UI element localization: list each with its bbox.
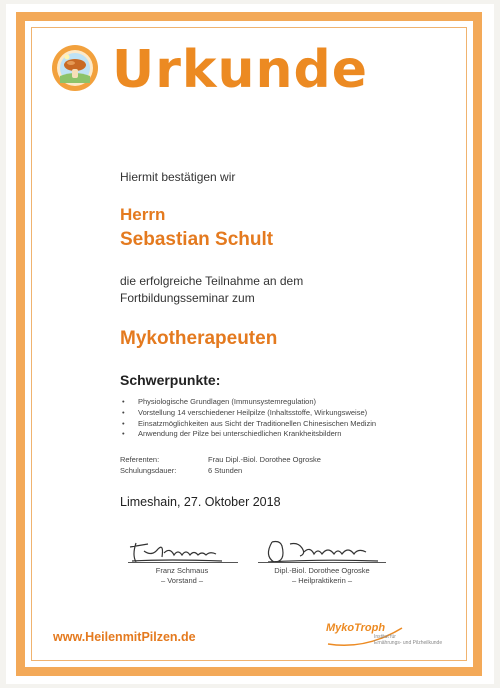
referents-value: Frau Dipl.-Biol. Dorothee Ogroske (208, 455, 321, 464)
list-item: • Vorstellung 14 verschiedener Heilpilze (Inhaltsstoffe, Wirkungsweise) (122, 407, 368, 417)
course-meta (120, 454, 321, 476)
signer-role: – Vorstand – (160, 576, 204, 585)
brand-subtitle-1: Institut für (374, 634, 396, 640)
mykotroph-logo (326, 620, 446, 650)
focus-list (122, 397, 376, 440)
recipient-name: Sebastian Schult (120, 229, 274, 250)
focus-heading: Schwerpunkte: (120, 372, 221, 388)
body-line-2: Fortbildungsseminar zum (120, 291, 255, 305)
brand-subtitle-2: Ernährungs- und Pilzheilkunde (374, 640, 443, 646)
list-item: • Einsatzmöglichkeiten aus Sicht der Traditionellen Chinesischen Medizin (122, 418, 377, 428)
bullet-icon: • (122, 418, 125, 428)
signer-schmaus (118, 566, 246, 586)
signature-line (258, 562, 386, 563)
intro-text: Hiermit bestätigen wir (120, 170, 236, 184)
bullet-icon: • (122, 429, 125, 439)
signer-ogroske (248, 566, 396, 586)
list-item: • Physiologische Grundlagen (Immunsystemregulation) (122, 397, 317, 406)
duration-value: 6 Stunden (208, 466, 243, 475)
signature-schmaus (118, 535, 228, 565)
brand-name: MykoTroph (326, 622, 386, 634)
bullet-icon: • (122, 407, 125, 417)
signature-line (128, 562, 238, 563)
duration-label: Schulungsdauer: (120, 466, 177, 475)
bullet-icon: • (122, 397, 125, 406)
course-title: Mykotherapeuten (120, 328, 278, 349)
place-date: Limeshain, 27. Oktober 2018 (120, 495, 281, 509)
certificate-title: Urkunde (112, 40, 368, 100)
signer-role: – Heilpraktikerin – (291, 576, 353, 585)
website-link[interactable]: www.HeilenmitPilzen.de (53, 630, 196, 644)
mushroom-logo-icon (50, 43, 100, 93)
list-item: • Anwendung der Pilze bei unterschiedlichen Krankheitsbildern (122, 429, 342, 439)
body-line-1: die erfolgreiche Teilnahme an dem (120, 274, 304, 288)
salutation: Herrn (120, 205, 166, 224)
signer-name: Franz Schmaus (155, 566, 209, 575)
referents-label: Referenten: (120, 455, 160, 464)
signer-name: Dipl.-Biol. Dorothee Ogroske (274, 566, 370, 575)
